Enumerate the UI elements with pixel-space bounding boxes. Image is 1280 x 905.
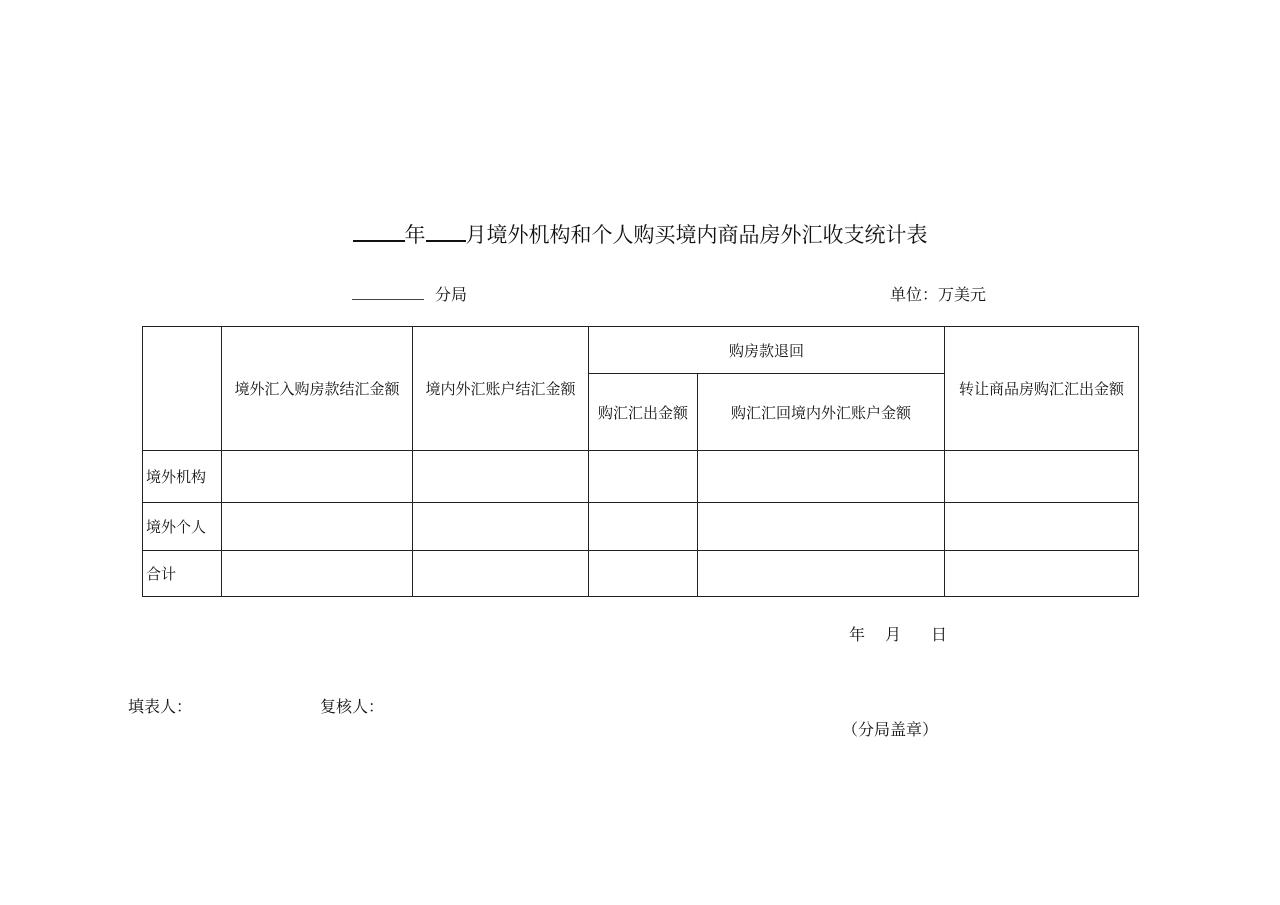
unit-label: 单位：万美元 bbox=[890, 285, 987, 304]
filler-label: 填表人： bbox=[128, 697, 193, 716]
table-row bbox=[143, 551, 1139, 597]
table-cell[interactable] bbox=[589, 551, 698, 597]
col-header-transfer-remittance: 转让商品房购汇汇出金额 bbox=[945, 327, 1139, 451]
table-cell[interactable] bbox=[945, 551, 1139, 597]
year-blank[interactable] bbox=[353, 218, 405, 242]
title-year-text: 年 bbox=[404, 223, 426, 247]
table-cell[interactable] bbox=[413, 451, 589, 503]
table-header-row-1 bbox=[143, 327, 1139, 374]
table-cell[interactable] bbox=[589, 451, 698, 503]
month-blank[interactable] bbox=[426, 218, 466, 242]
date-year-label: 年 bbox=[849, 625, 866, 644]
table-cell[interactable] bbox=[222, 551, 413, 597]
col-header-refund-group: 购房款退回 bbox=[589, 327, 945, 374]
row-label-overseas-institution: 境外机构 bbox=[143, 451, 222, 503]
col-header-refund-returned: 购汇汇回境内外汇账户金额 bbox=[698, 374, 945, 451]
table-row bbox=[143, 503, 1139, 551]
table-cell[interactable] bbox=[698, 551, 945, 597]
table-cell[interactable] bbox=[945, 503, 1139, 551]
branch-label: 分局 bbox=[435, 285, 468, 304]
statistics-table bbox=[142, 326, 1139, 597]
col-header-domestic-account: 境内外汇账户结汇金额 bbox=[413, 327, 589, 451]
table-cell[interactable] bbox=[698, 451, 945, 503]
table-cell[interactable] bbox=[698, 503, 945, 551]
branch-name-blank[interactable] bbox=[352, 299, 424, 300]
table-cell[interactable] bbox=[589, 503, 698, 551]
col-header-refund-outward: 购汇汇出金额 bbox=[589, 374, 698, 451]
title-main-text: 月境外机构和个人购买境内商品房外汇收支统计表 bbox=[465, 223, 928, 247]
date-day-label: 日 bbox=[931, 625, 948, 644]
col-header-overseas-remittance: 境外汇入购房款结汇金额 bbox=[222, 327, 413, 451]
table-row bbox=[143, 451, 1139, 503]
row-label-total: 合计 bbox=[143, 551, 222, 597]
table-cell[interactable] bbox=[222, 503, 413, 551]
row-label-overseas-individual: 境外个人 bbox=[143, 503, 222, 551]
table-cell[interactable] bbox=[413, 503, 589, 551]
corner-cell bbox=[143, 327, 222, 451]
reviewer-label: 复核人： bbox=[320, 697, 385, 716]
page-title bbox=[0, 218, 1280, 249]
table-cell[interactable] bbox=[945, 451, 1139, 503]
table-cell[interactable] bbox=[222, 451, 413, 503]
date-line bbox=[849, 622, 947, 645]
date-month-label: 月 bbox=[885, 625, 902, 644]
branch-seal-label: （分局盖章） bbox=[842, 720, 939, 739]
table-cell[interactable] bbox=[413, 551, 589, 597]
